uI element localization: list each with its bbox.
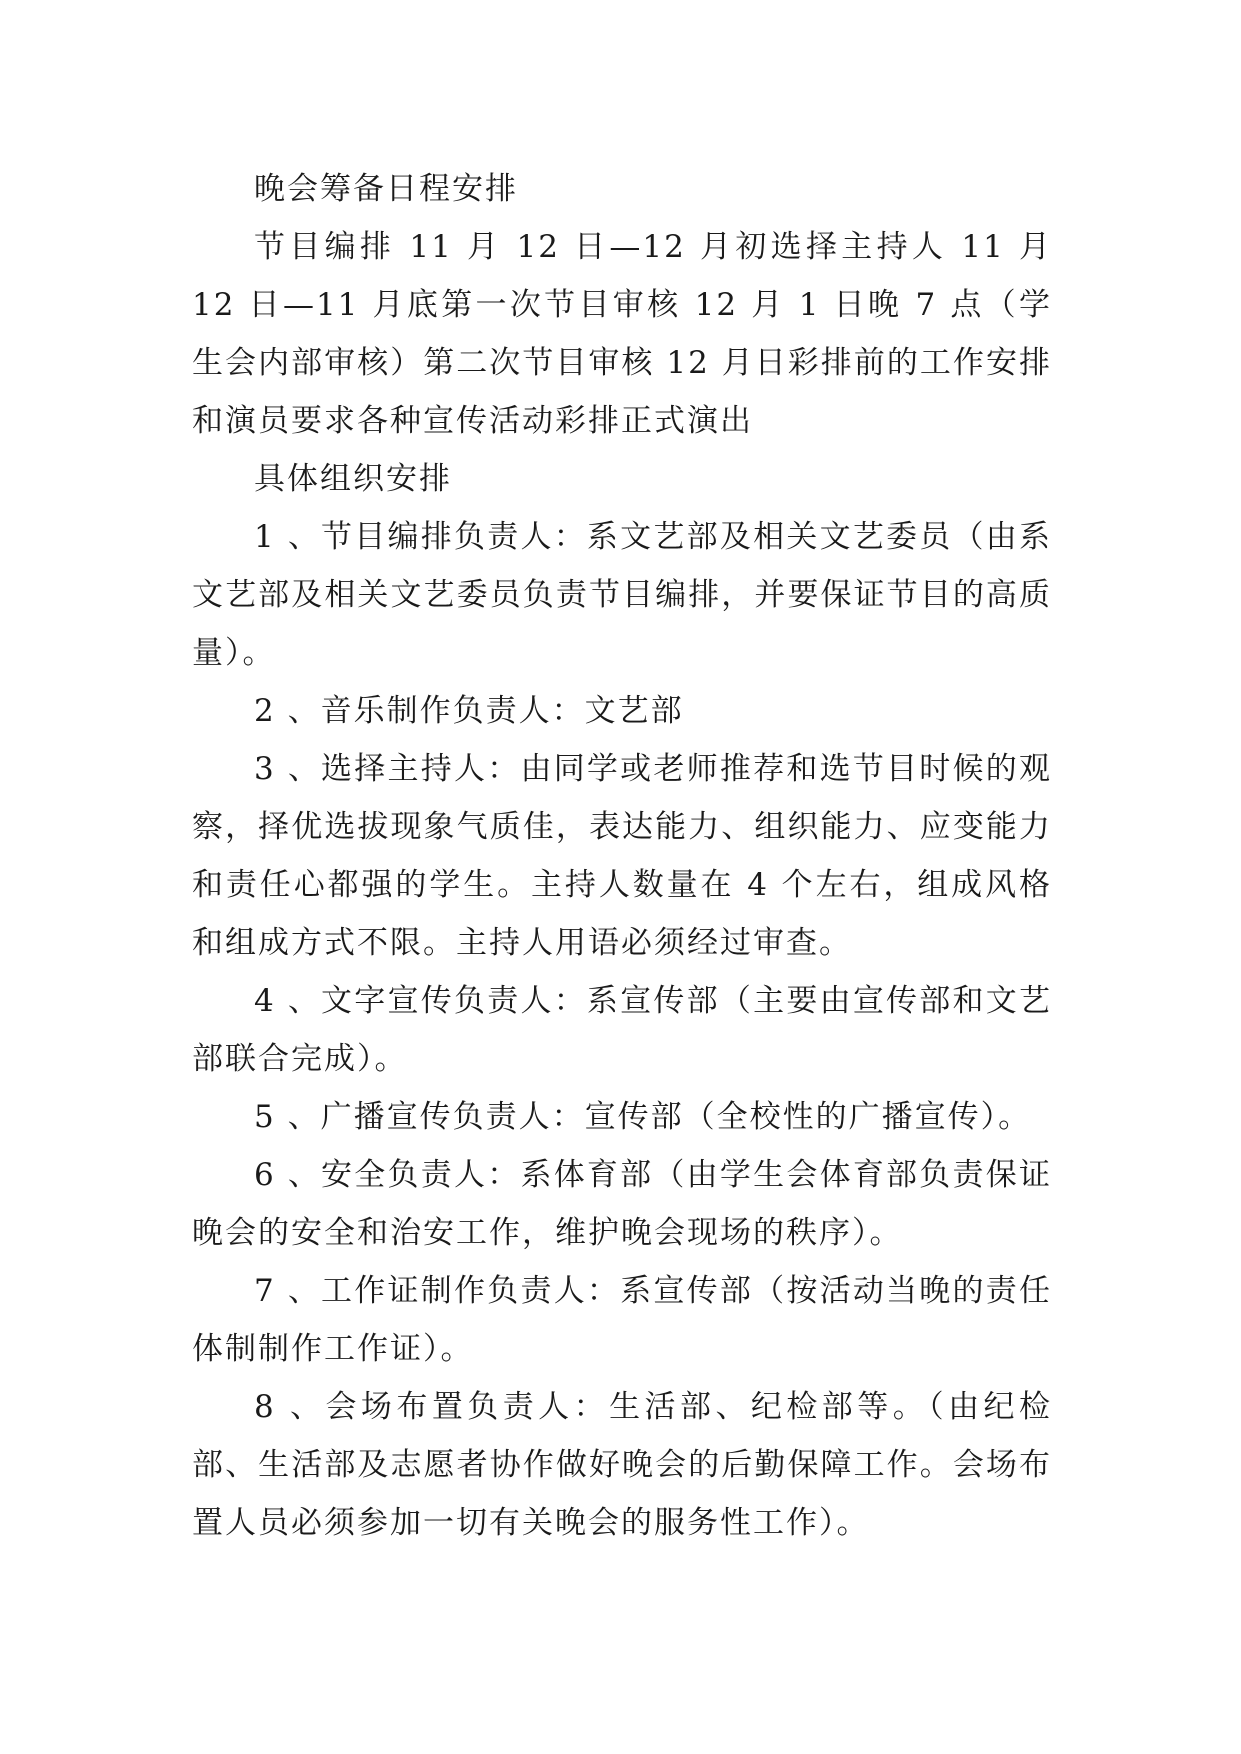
section-heading-organization: 具体组织安排	[254, 461, 452, 497]
list-item-text-publicity: 4 、文字宣传负责人：系宣传部（主要由宣传部和文艺部联合完成）。	[192, 983, 1052, 1077]
document-body	[192, 160, 1052, 1552]
list-item-work-pass: 7 、工作证制作负责人：系宣传部（按活动当晚的责任体制制作工作证）。	[192, 1273, 1052, 1367]
list-item-program-arrangement: 1 、节目编排负责人：系文艺部及相关文艺委员（由系文艺部及相关文艺委员负责节目编排，并要保证节目的高质量）。	[192, 519, 1052, 671]
list-item-venue-setup: 8 、会场布置负责人：生活部、纪检部等。（由纪检部、生活部及志愿者协作做好晚会的后勤保障工作。会场布置人员必须参加一切有关晚会的服务性工作）。	[192, 1389, 1052, 1541]
list-item-host-selection: 3 、选择主持人：由同学或老师推荐和选节目时候的观察，择优选拔现象气质佳，表达能力、组织能力、应变能力和责任心都强的学生。主持人数量在 4 个左右，组成风格和组成方式不限。主持人用语必须经过审查。	[192, 751, 1052, 961]
list-item-safety: 6 、安全负责人：系体育部（由学生会体育部负责保证晚会的安全和治安工作，维护晚会现场的秩序）。	[192, 1157, 1052, 1251]
schedule-paragraph: 节目编排 11 月 12 日—12 月初选择主持人 11 月 12 日—11 月底第一次节目审核 12 月 1 日晚 7 点（学生会内部审核）第二次节目审核 12 月日彩排前的工作安排和演员要求各种宣传活动彩排正式演出	[192, 229, 1052, 439]
section-heading-schedule: 晚会筹备日程安排	[254, 171, 518, 207]
list-item-broadcast-publicity: 5 、广播宣传负责人：宣传部（全校性的广播宣传）。	[254, 1099, 1032, 1135]
list-item-music-production: 2 、音乐制作负责人：文艺部	[254, 693, 684, 729]
